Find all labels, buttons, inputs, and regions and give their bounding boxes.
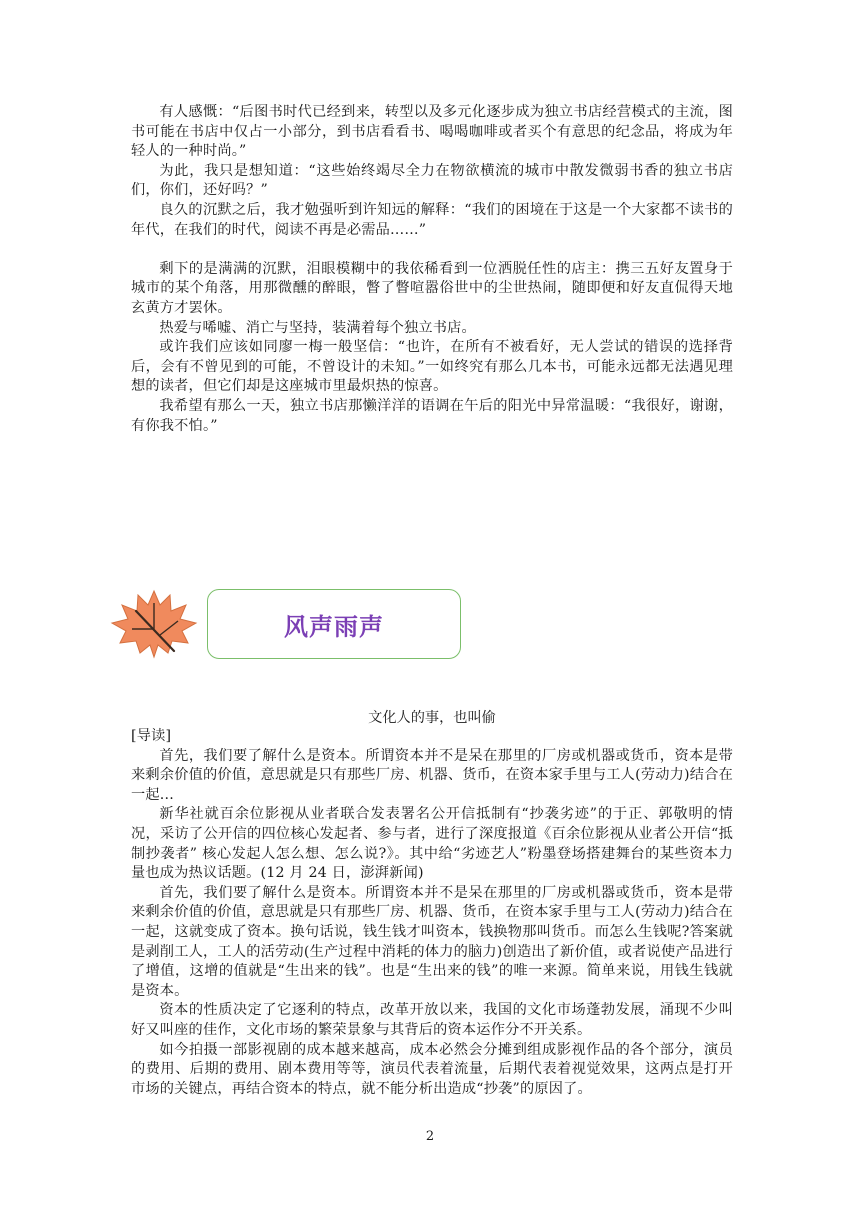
paragraph: 或许我们应该如同廖一梅一般坚信：“也许，在所有不被看好，无人尝试的错误的选择背后，会有不曾见到的可能，不曾设计的未知。”一如终究有那么几本书，可能永远都无法遇见理想的读者，但它们却是这座城市里最炽热的惊喜。 <box>131 339 733 395</box>
article-title: 文化人的事，也叫偷 <box>368 710 496 726</box>
paragraph: 为此，我只是想知道：“这些始终竭尽全力在物欲横流的城市中散发微弱书香的独立书店们，你们，还好吗？” <box>131 162 733 199</box>
intro-label: [导读] <box>131 728 172 744</box>
paragraph: 热爱与唏嘘、消亡与坚持，装满着每个独立书店。 <box>159 319 476 336</box>
essay-text-block <box>131 103 733 436</box>
paragraph: 新华社就百余位影视从业者联合发表署名公开信抵制有“抄袭劣迹”的于正、郭敬明的情况，采访了公开信的四位核心发起者、参与者，进行了深度报道《百余位影视从业者公开信“抵制抄袭者” 核心发起人怎么想、怎么说?》。其中给“劣迹艺人”粉墨登场搭建舞台的某些资本力量也成为热议话题。(12 月 24 日，澎湃新闻) <box>131 806 733 882</box>
article-text-block <box>131 727 733 1099</box>
paragraph: 首先，我们要了解什么是资本。所谓资本并不是呆在那里的厂房或机器或货币，资本是带来剩余价值的价值，意思就是只有那些厂房、机器、货币，在资本家手里与工人(劳动力)结合在一起... <box>131 747 733 803</box>
paragraph: 如今拍摄一部影视剧的成本越来越高，成本必然会分摊到组成影视作品的各个部分，演员的费用、后期的费用、剧本费用等等，演员代表着流量，后期代表着视觉效果，这两点是打开市场的关键点，再结合资本的特点，就不能分析出造成“抄袭”的原因了。 <box>131 1041 733 1097</box>
section-banner <box>108 585 468 665</box>
paragraph: 有人感慨：“后图书时代已经到来，转型以及多元化逐步成为独立书店经营模式的主流，图书可能在书店中仅占一小部分，到书店看看书、喝喝咖啡或者买个有意思的纪念品，将成为年轻人的一种时尚。” <box>131 104 733 160</box>
section-label-box <box>207 589 461 659</box>
section-label: 风声雨声 <box>284 612 384 641</box>
paragraph-gap <box>131 240 733 260</box>
maple-leaf-icon <box>108 585 200 665</box>
paragraph: 资本的性质决定了它逐利的特点，改革开放以来，我国的文化市场蓬勃发展，涌现不少叫好又叫座的佳作，文化市场的繁荣景象与其背后的资本运作分不开关系。 <box>131 1002 733 1038</box>
paragraph: 剩下的是满满的沉默，泪眼模糊中的我依稀看到一位洒脱任性的店主：携三五好友置身于城市的某个角落，用那微醺的醉眼，瞥了瞥喧嚣俗世中的尘世热闹，随即便和好友直侃得天地玄黄方才罢休。 <box>131 260 733 316</box>
paragraph: 首先，我们要了解什么是资本。所谓资本并不是呆在那里的厂房或机器或货币，资本是带来剩余价值的价值，意思就是只有那些厂房、机器、货币，在资本家手里与工人(劳动力)结合在一起，这就变成了资本。换句话说，钱生钱才叫资本，钱换物那叫货币。而怎么生钱呢?答案就是剥削工人，工人的活劳动(生产过程中消耗的体力的脑力)创造出了新价值，或者说使产品进行了增值，这增的值就是“生出来的钱”。也是“生出来的钱”的唯一来源。简单来说，用钱生钱就是资本。 <box>131 884 733 999</box>
paragraph: 良久的沉默之后，我才勉强听到许知远的解释：“我们的困境在于这是一个大家都不读书的年代，在我们的时代，阅读不再是必需品……” <box>131 201 733 238</box>
paragraph: 我希望有那么一天，独立书店那懒洋洋的语调在午后的阳光中异常温暖：“我很好，谢谢，有你我不怕。” <box>131 397 733 434</box>
page-number: 2 <box>425 1129 435 1144</box>
